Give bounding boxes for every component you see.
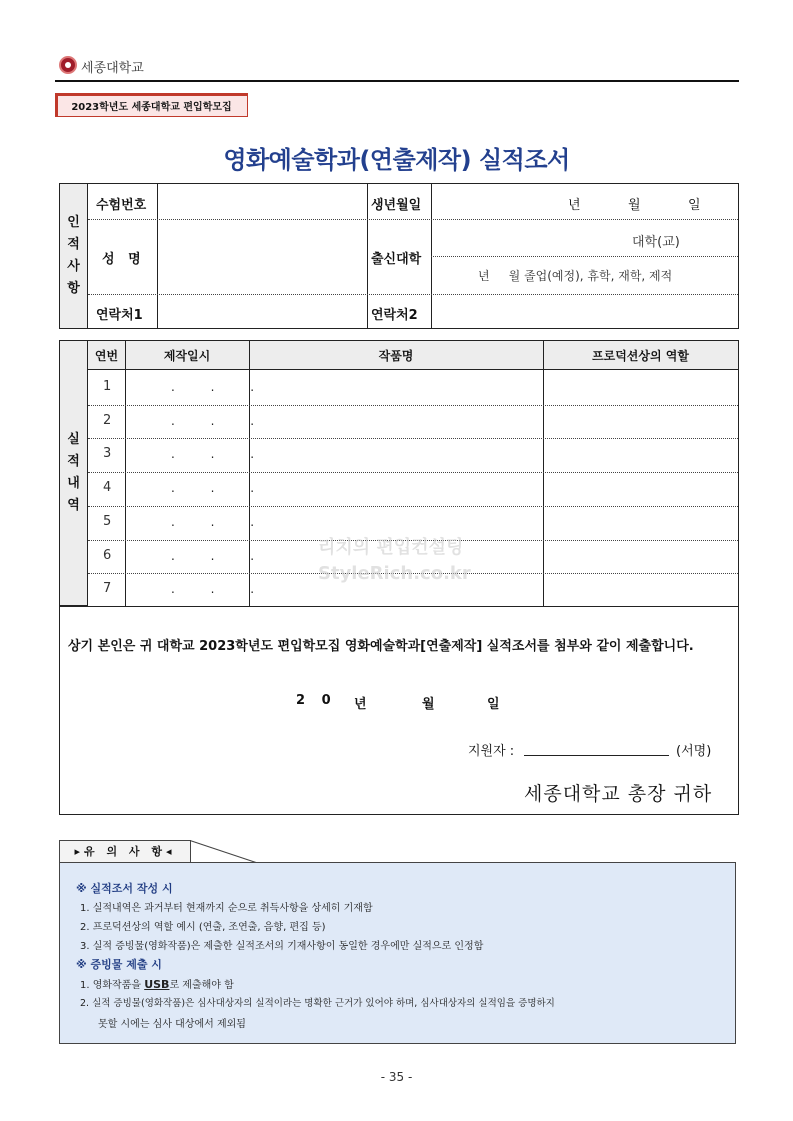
notice-tab: ▸유 의 사 항◂ [59,840,191,863]
birth-date-field[interactable] [433,186,737,218]
notice-item: 1. 영화작품을 USB로 제출해야 함 [80,978,234,991]
name-field[interactable] [159,221,365,293]
notice-item: 1. 실적내역은 과거부터 현재까지 순으로 취득사항을 상세히 기재함 [80,903,373,914]
notice-box [59,862,736,1044]
exam-number-field[interactable] [159,186,365,218]
table-row[interactable]: 6 . . . [103,548,271,563]
col-header-role: 프로덕션상의 역할 [592,349,689,363]
name-label: 성 명 [102,252,141,267]
page-number: - 35 - [380,1070,413,1084]
notice-section1-heading: ※ 실적조서 작성 시 [76,882,173,895]
date-dots: . . . [171,582,271,596]
school-unit: 대학(교) [632,235,680,250]
col-header-title: 작품명 [378,349,414,363]
personal-side-label: 인 적 사 항 [60,184,88,328]
notice-item: 못할 시에는 심사 대상에서 제외됨 [98,1019,246,1030]
col-header-number: 연번 [94,349,119,363]
date-day-unit: 일 [487,697,500,712]
date-month-unit: 월 [422,697,435,712]
exam-number-label: 수험번호 [96,198,147,213]
performance-side-label: 실 적 내 역 [60,341,88,606]
table-row[interactable]: 7 . . . [103,581,271,596]
contact1-field[interactable] [159,296,365,327]
date-dots: . . . [171,515,271,529]
page-header [55,52,739,82]
table-row[interactable]: 3 . . . [103,446,271,461]
contact2-field[interactable] [433,296,737,327]
applicant-label: 지원자 : [468,744,515,759]
contact1-label: 연락처1 [96,308,143,323]
university-name: 세종대학교 [81,61,144,76]
school-status-field[interactable] [433,258,737,293]
birth-year-unit: 년 [568,198,581,213]
signature-field[interactable] [524,755,669,756]
badge-label: 2023학년도 세종대학교 편입학모집 [71,102,232,113]
notice-item: 2. 실적 증빙물(영화작품)은 심사대상자의 실적이라는 명확한 근거가 있어야 하며, 심사대상자의 실적임을 증명하지 [80,998,555,1009]
date-dots: . . . [171,447,271,461]
date-prefix: 2 0 [296,693,337,708]
notice-item: 2. 프로덕션상의 역할 예시 (연출, 조연출, 음향, 편집 등) [80,922,326,933]
submission-statement: 상기 본인은 귀 대학교 2023학년도 편입학모집 영화예술학과[연출제작] 실적조서를 첨부와 같이 제출합니다. [68,639,694,654]
personal-info-table [59,183,739,329]
birth-month-unit: 월 [628,198,641,213]
signature-label: (서명) [676,744,712,759]
watermark: 리치의 편입컨설팅 StyleRich.co.kr [318,537,471,584]
notice-tab-slope [186,840,258,863]
school-name-field[interactable] [433,221,737,255]
table-row[interactable]: 2 . . . [103,413,271,428]
table-row[interactable]: 5 . . . [103,514,271,529]
notice-section2-heading: ※ 증빙물 제출 시 [76,958,162,971]
usb-emphasis: USB [144,978,170,991]
date-dots: . . . [171,380,271,394]
school-label: 출신대학 [371,252,422,267]
school-status-text: 년 월 졸업(예정), 휴학, 재학, 제적 [478,269,673,283]
recruitment-badge [55,93,248,117]
closing-address: 세종대학교 총장 귀하 [524,783,713,805]
date-dots: . . . [171,481,271,495]
document-title: 영화예술학과(연출제작) 실적조서 [223,146,570,174]
date-year-unit: 년 [354,697,367,712]
table-row[interactable]: 4 . . . [103,480,271,495]
col-header-date: 제작일시 [163,349,211,363]
date-dots: . . . [171,549,271,563]
contact2-label: 연락처2 [371,308,418,323]
birth-day-unit: 일 [688,198,701,213]
date-dots: . . . [171,414,271,428]
table-row[interactable]: 1 . . . [103,379,271,394]
university-logo-icon [59,56,77,74]
notice-item: 3. 실적 증빙물(영화작품)은 제출한 실적조서의 기재사항이 동일한 경우에만 실적으로 인정함 [80,941,484,952]
birth-date-label: 생년월일 [371,198,422,213]
